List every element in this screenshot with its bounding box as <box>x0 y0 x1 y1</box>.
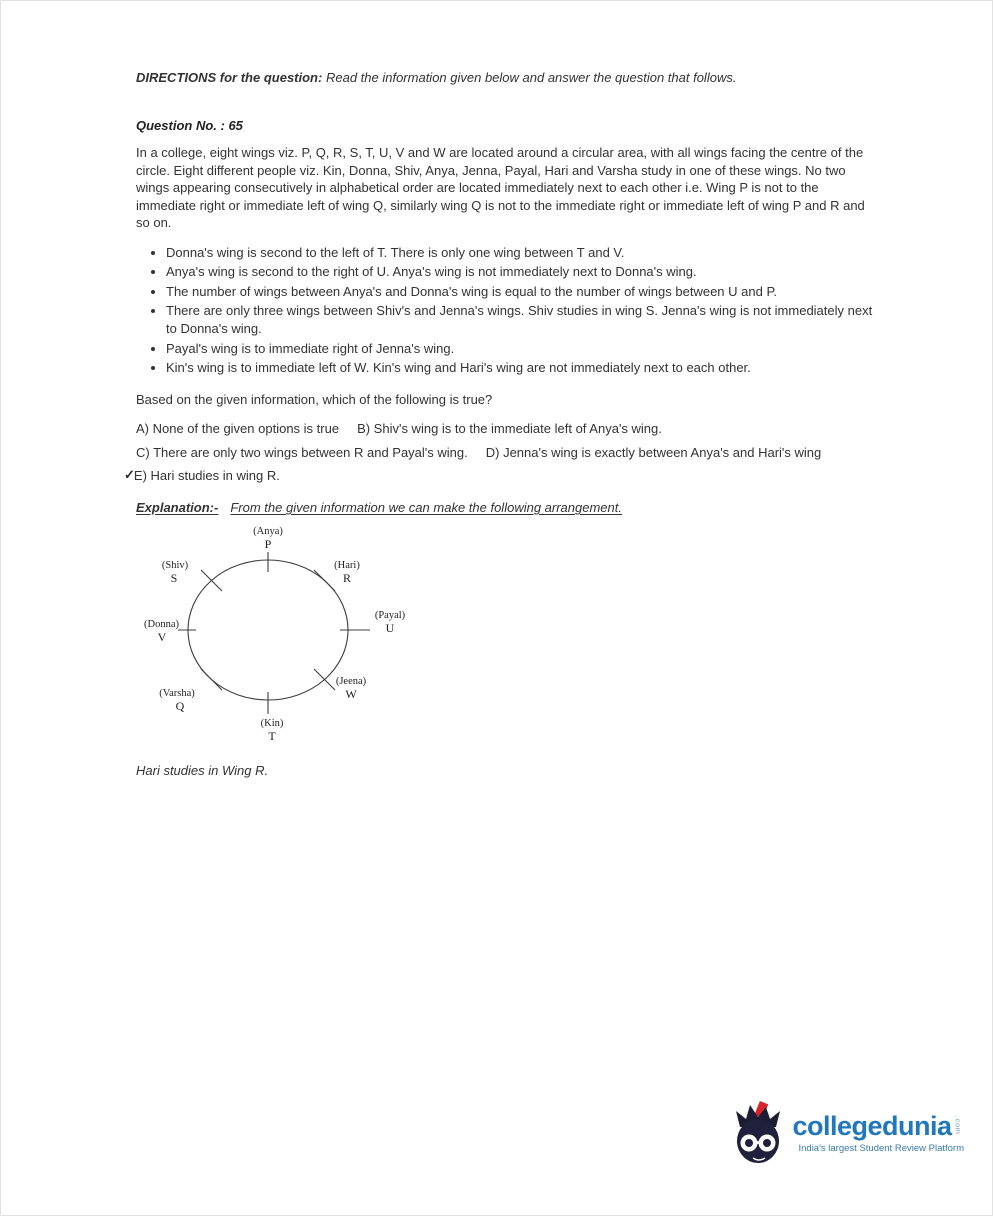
diagram-wing-t: T <box>268 729 276 744</box>
diagram-label-kin: (Kin) <box>260 718 284 730</box>
clue-item: • The number of wings between Anya's and Donna's wing is equal to the number of wings between U and P. <box>166 283 873 301</box>
options-block <box>124 420 873 485</box>
logo-tagline: India's largest Student Review Platform <box>798 1143 964 1155</box>
diagram-label-payal: (Payal) <box>374 610 406 622</box>
explanation-label: Explanation:- <box>136 499 219 515</box>
clue-list <box>136 244 873 377</box>
diagram-wing-r: R <box>342 571 352 586</box>
diagram-label-jeena: (Jeena) <box>335 676 367 688</box>
explanation-line <box>136 499 873 517</box>
diagram-label-shiv: (Shiv) <box>161 560 189 572</box>
option-e: E) Hari studies in wing R. <box>133 468 280 484</box>
option-a: A) None of the given options is true <box>136 421 340 437</box>
directions-text: Read the information given below and answer the question that follows. <box>325 70 737 85</box>
clue-item: • Anya's wing is second to the right of U. Anya's wing is not immediately next to Donna's wing. <box>166 263 873 281</box>
question-content <box>124 69 873 780</box>
clue-item: • There are only three wings between Shiv's and Jenna's wings. Shiv studies in wing S. Jenna's wing is not immediately next to Donna's wing. <box>166 302 873 337</box>
conclusion-text: Hari studies in Wing R. <box>136 763 269 779</box>
diagram-wing-p: P <box>264 537 272 552</box>
question-paragraph: In a college, eight wings viz. P, Q, R, S, T, U, V and W are located around a circular area, with all wings facing the centre of the circle. Eight different people viz. Kin, Donna, Shiv, Anya, Jenna, Payal, Hari and Varsha study in one of these wings. No two wings appearing consecutively in alphabetical order are located immediately next to each other i.e. Wing P is not to the immediate right or immediate left of wing Q, similarly wing Q is not to the immediate right or immediate left of wing P and R and so on. <box>136 145 865 231</box>
tick-bottom-left <box>201 669 222 690</box>
circle-diagram <box>138 522 438 754</box>
clue-item: • Payal's wing is to immediate right of Jenna's wing. <box>166 340 873 358</box>
clue-item: • Donna's wing is second to the left of T. There is only one wing between T and V. <box>166 244 873 262</box>
collegedunia-logo <box>733 1101 964 1165</box>
arrangement-diagram <box>138 522 438 754</box>
diagram-label-anya: (Anya) <box>253 526 283 538</box>
diagram-wing-u: U <box>385 621 395 636</box>
question-number: Question No. : 65 <box>136 117 243 133</box>
explanation-text: From the given information we can make the following arrangement. <box>230 499 622 515</box>
diagram-wing-v: V <box>157 630 167 645</box>
options-line-3 <box>124 467 873 485</box>
option-c: C) There are only two wings between R and Payal's wing. <box>136 444 468 460</box>
based-question: Based on the given information, which of the following is true? <box>136 391 493 407</box>
logo-dotcom: .com <box>953 1115 963 1134</box>
diagram-wing-w: W <box>345 687 357 702</box>
directions-line <box>136 69 873 87</box>
option-d: D) Jenna's wing is exactly between Anya's and Hari's wing <box>485 444 822 460</box>
diagram-label-varsha: (Varsha) <box>159 688 195 700</box>
correct-checkmark-icon: ✓ <box>124 467 135 483</box>
directions-label: DIRECTIONS for the question: <box>136 70 323 85</box>
logo-mascot-icon <box>733 1101 785 1165</box>
clue-item: • Kin's wing is to immediate left of W. Kin's wing and Hari's wing are not immediately next to each other. <box>166 359 873 377</box>
option-b: B) Shiv's wing is to the immediate left of Anya's wing. <box>357 421 662 437</box>
options-line-2 <box>136 444 873 462</box>
diagram-wing-q: Q <box>175 699 185 714</box>
options-line-1 <box>136 420 873 438</box>
diagram-label-hari: (Hari) <box>334 560 360 572</box>
logo-brand: collegedunia <box>792 1110 952 1141</box>
diagram-wing-s: S <box>170 571 178 586</box>
tick-top-right <box>314 570 335 591</box>
logo-text-block <box>792 1112 964 1155</box>
diagram-label-donna: (Donna) <box>144 619 179 631</box>
